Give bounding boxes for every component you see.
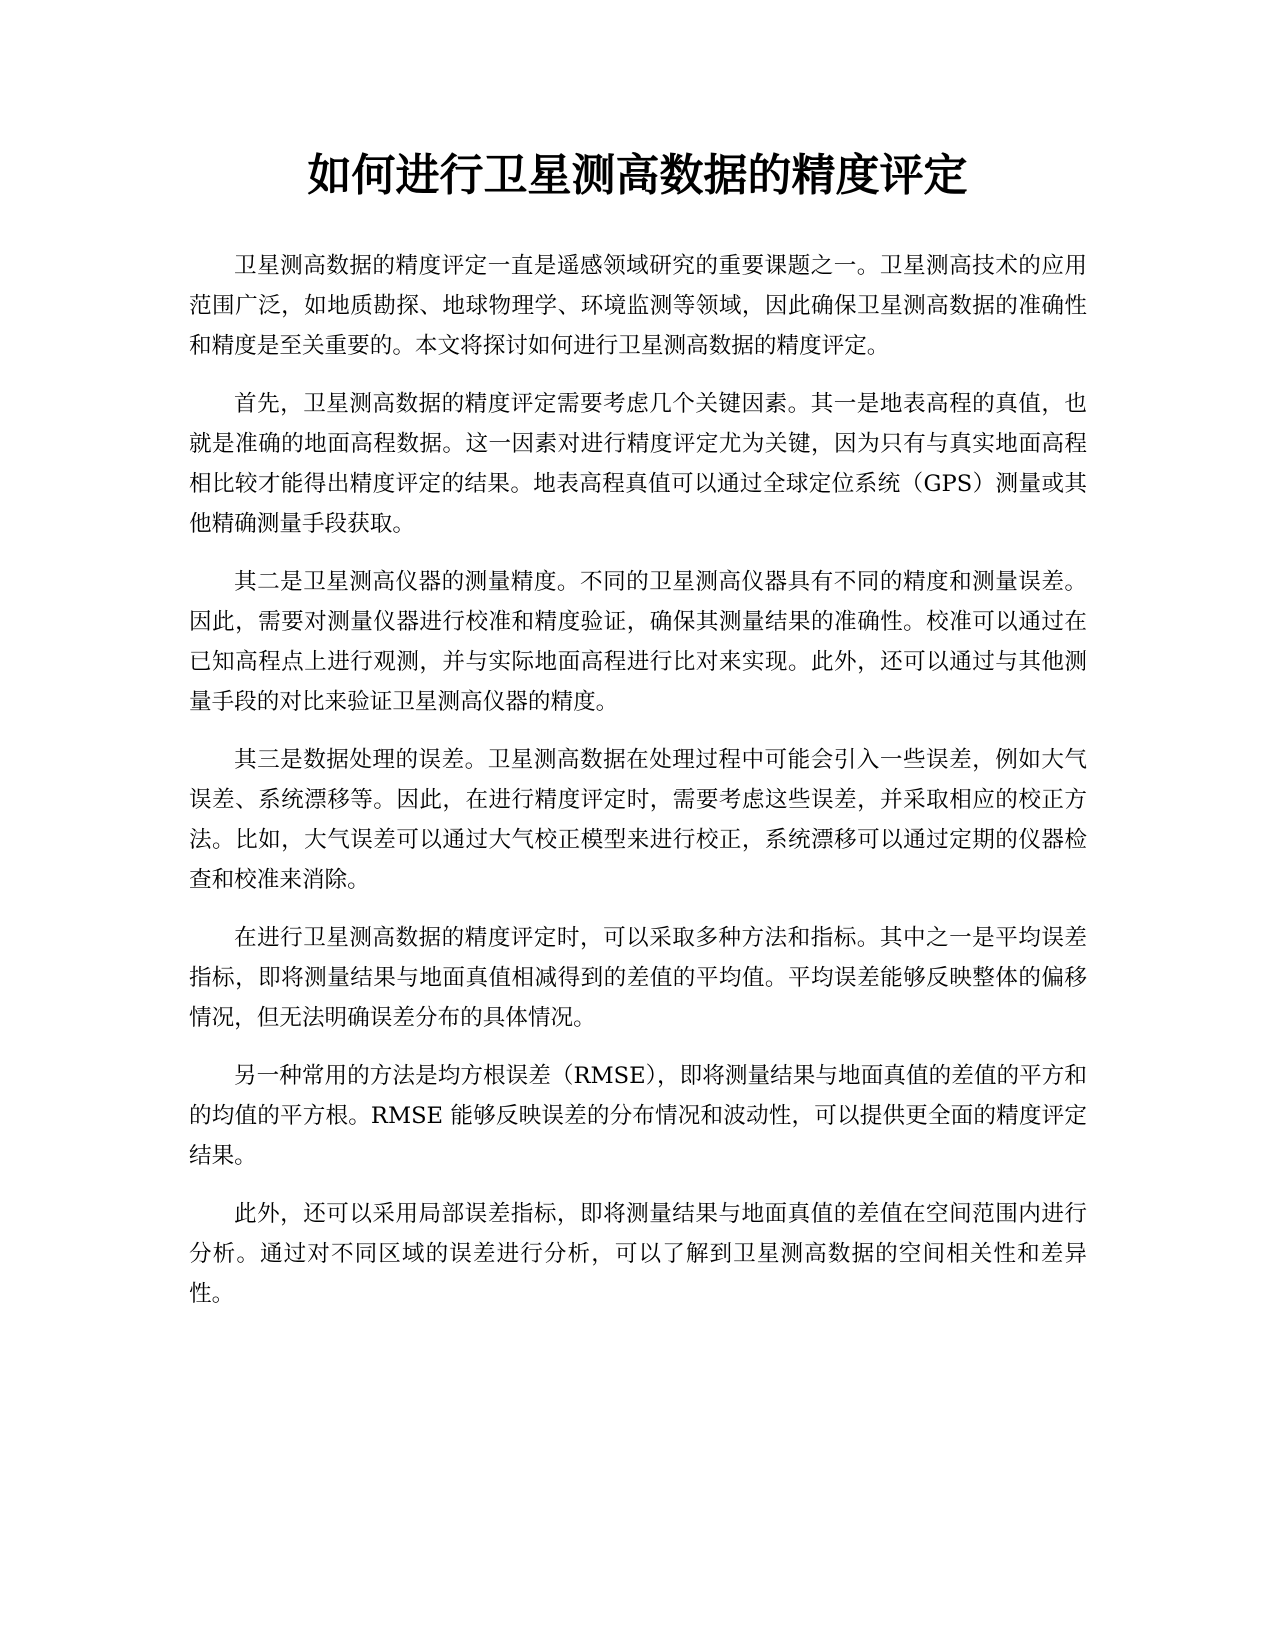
paragraph-5: 在进行卫星测高数据的精度评定时，可以采取多种方法和指标。其中之一是平均误差指标，即将测量结果与地面真值相减得到的差值的平均值。平均误差能够反映整体的偏移情况，但无法明确误差分布的具体情况。	[189, 925, 1087, 1031]
paragraph-4: 其三是数据处理的误差。卫星测高数据在处理过程中可能会引入一些误差，例如大气误差、系统漂移等。因此，在进行精度评定时，需要考虑这些误差，并采取相应的校正方法。比如，大气误差可以通过大气校正模型来进行校正，系统漂移可以通过定期的仪器检查和校准来消除。	[189, 747, 1087, 893]
document-body	[189, 246, 1087, 1332]
paragraph-2: 首先，卫星测高数据的精度评定需要考虑几个关键因素。其一是地表高程的真值，也就是准确的地面高程数据。这一因素对进行精度评定尤为关键，因为只有与真实地面高程相比较才能得出精度评定的结果。地表高程真值可以通过全球定位系统（GPS）测量或其他精确测量手段获取。	[189, 391, 1087, 537]
paragraph-7: 此外，还可以采用局部误差指标，即将测量结果与地面真值的差值在空间范围内进行分析。通过对不同区域的误差进行分析，可以了解到卫星测高数据的空间相关性和差异性。	[189, 1201, 1087, 1307]
page-title: 如何进行卫星测高数据的精度评定	[307, 150, 968, 201]
paragraph-1: 卫星测高数据的精度评定一直是遥感领域研究的重要课题之一。卫星测高技术的应用范围广泛，如地质勘探、地球物理学、环境监测等领域，因此确保卫星测高数据的准确性和精度是至关重要的。本文将探讨如何进行卫星测高数据的精度评定。	[189, 253, 1087, 359]
paragraph-3: 其二是卫星测高仪器的测量精度。不同的卫星测高仪器具有不同的精度和测量误差。因此，需要对测量仪器进行校准和精度验证，确保其测量结果的准确性。校准可以通过在已知高程点上进行观测，并与实际地面高程进行比对来实现。此外，还可以通过与其他测量手段的对比来验证卫星测高仪器的精度。	[189, 569, 1087, 715]
paragraph-6: 另一种常用的方法是均方根误差（RMSE），即将测量结果与地面真值的差值的平方和的均值的平方根。RMSE 能够反映误差的分布情况和波动性，可以提供更全面的精度评定结果。	[189, 1063, 1087, 1169]
